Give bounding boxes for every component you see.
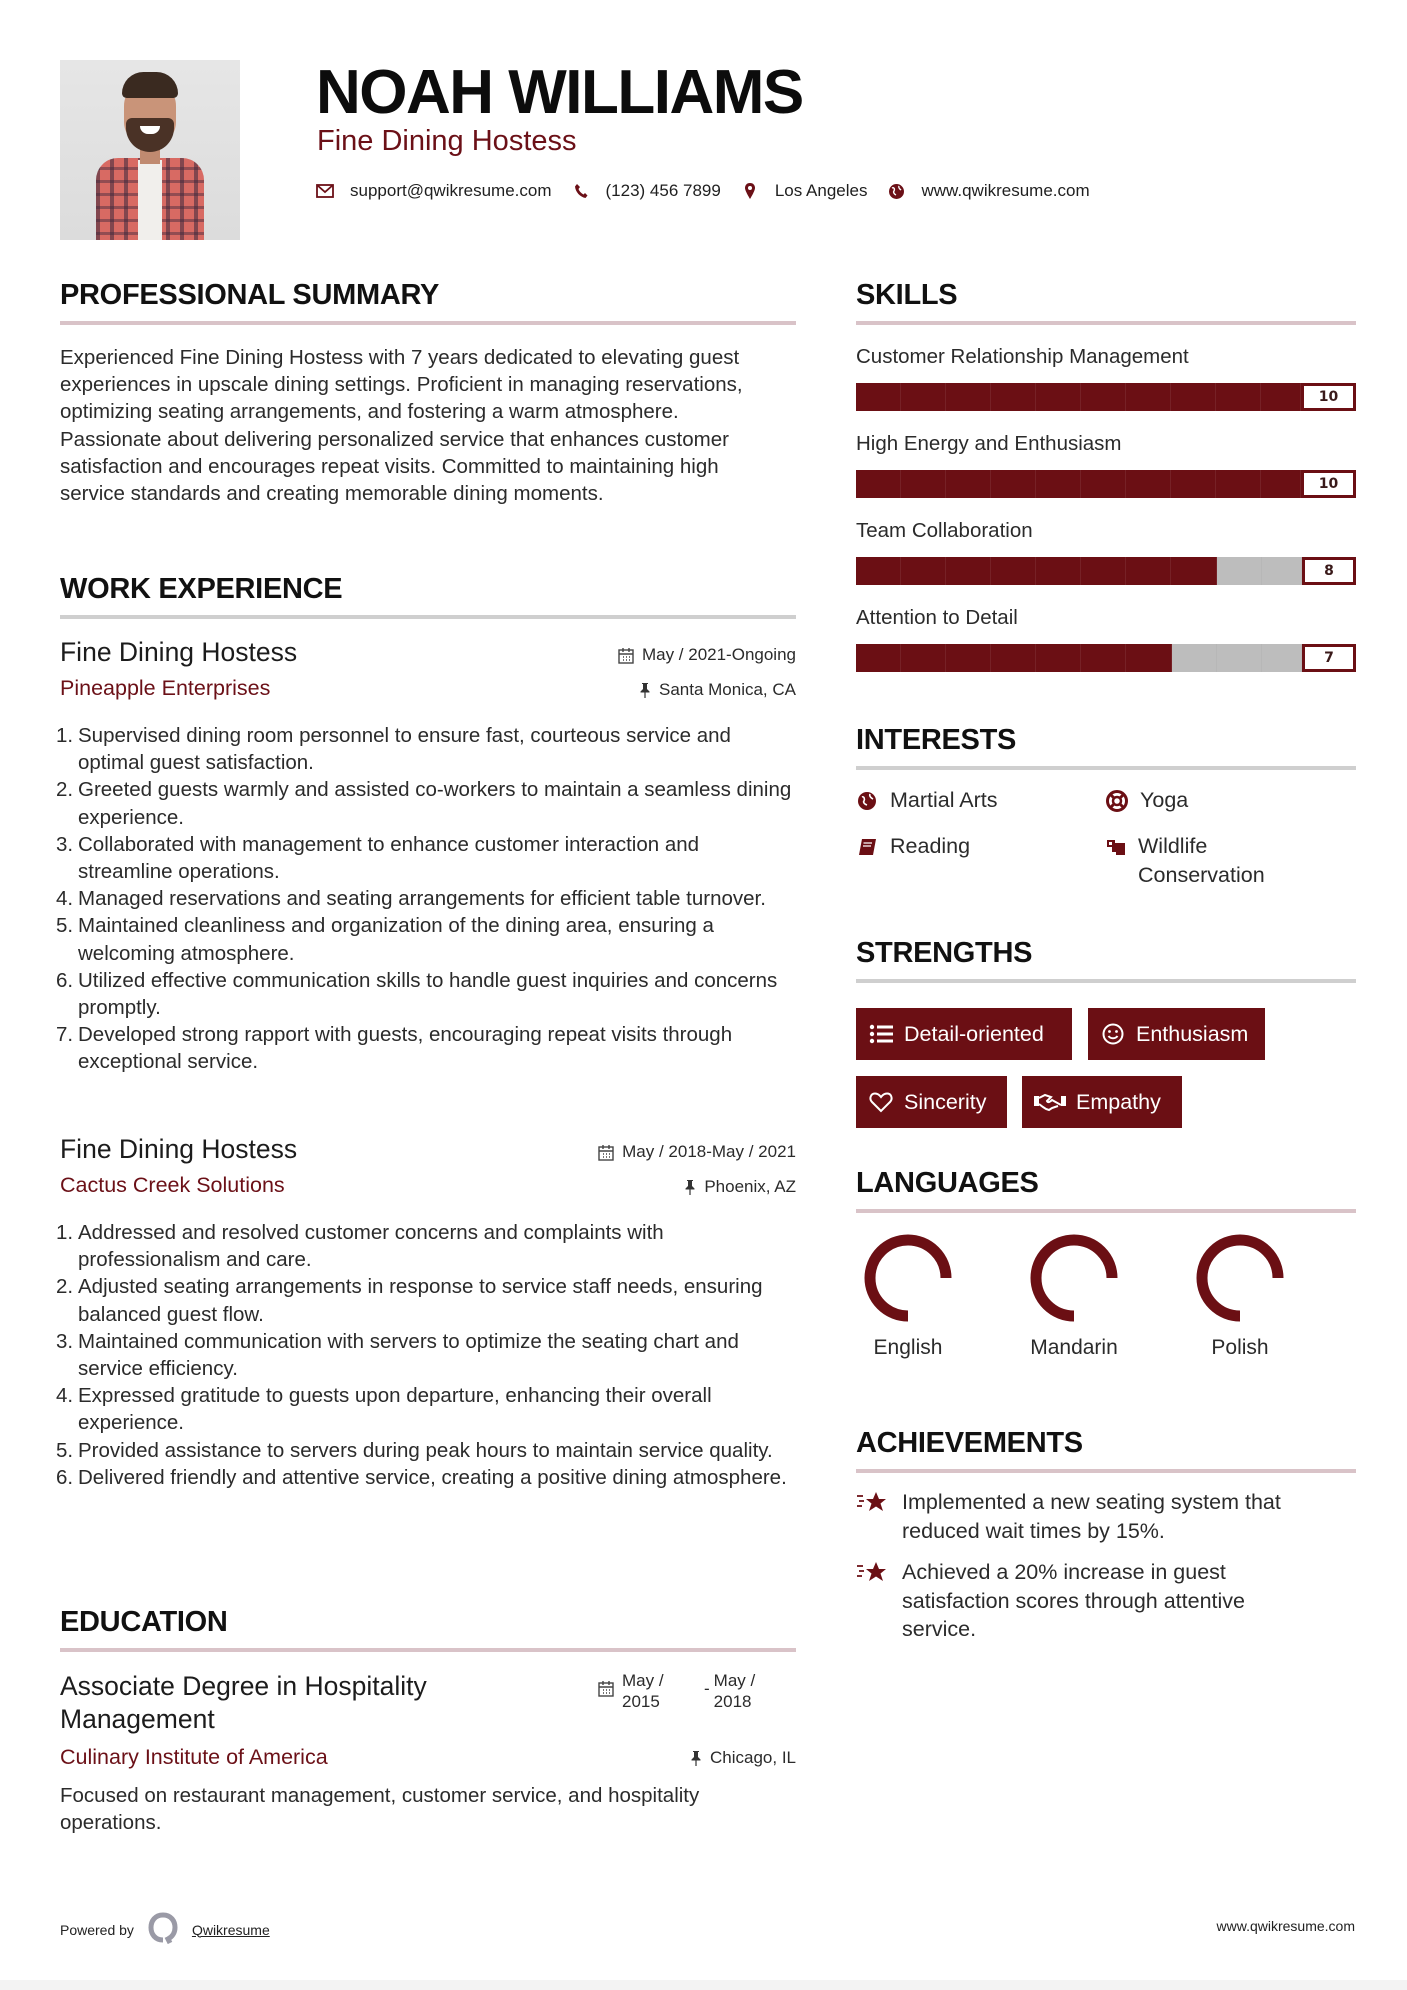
footer-website[interactable]: www.qwikresume.com (1216, 1918, 1355, 1934)
job-bullet-list (56, 722, 796, 1076)
phone-icon (572, 182, 590, 200)
list-item: 2. Adjusted seating arrangements in response to service staff needs, ensuring balanced guest flow. (56, 1275, 763, 1326)
skill-label: High Energy and Enthusiasm (856, 432, 1122, 455)
language-proficiency-ring (1026, 1230, 1122, 1326)
list-item: 6. Utilized effective communication skills to handle guest inquiries and concerns promptly. (56, 968, 778, 1020)
skill-score: 7 (1302, 644, 1356, 672)
paw-icon (1106, 832, 1126, 861)
education-description: Focused on restaurant management, customer service, and hospitality operations. (60, 1784, 700, 1835)
job-title: Fine Dining Hostess (60, 1134, 298, 1164)
list-item: 7. Developed strong rapport with guests, encouraging repeat visits through exceptional service. (56, 1023, 733, 1074)
envelope-icon (316, 182, 334, 200)
achievement-item: Implemented a new seating system that reduced wait times by 15%. (856, 1488, 1336, 1545)
languages-divider (856, 1209, 1356, 1213)
handshake-icon (1034, 1089, 1066, 1115)
interests-divider (856, 766, 1356, 770)
star-icon (856, 1488, 890, 1516)
list-icon (868, 1021, 894, 1047)
contact-bar (316, 178, 1110, 204)
map-marker-icon (741, 182, 759, 200)
achievements-heading: ACHIEVEMENTS (856, 1427, 1083, 1459)
strength-badge: Empathy (1022, 1076, 1182, 1128)
strengths-divider (856, 979, 1356, 983)
strength-badge: Enthusiasm (1088, 1008, 1265, 1060)
list-item: 4. Managed reservations and seating arrangements for efficient table turnover. (56, 887, 766, 911)
skill-score: 8 (1302, 557, 1356, 585)
strength-badge: Detail-oriented (856, 1008, 1072, 1060)
job-location: Phoenix, AZ (684, 1176, 796, 1198)
job-entry (56, 636, 796, 1076)
list-item: 1. Supervised dining room personnel to ensure fast, courteous service and optimal guest satisfaction. (56, 724, 731, 775)
interest-item: Reading (856, 832, 970, 861)
globe-icon (887, 182, 905, 200)
qwikresume-logo-icon (148, 1912, 178, 1947)
date-separator: - (704, 1679, 710, 1698)
job-dates: May / 2018-May / 2021 (598, 1141, 796, 1163)
skills-divider (856, 321, 1356, 325)
degree-title: Associate Degree in Hospitality Management (60, 1671, 427, 1734)
language-proficiency-ring (1192, 1230, 1288, 1326)
list-item: 1. Addressed and resolved customer concerns and complaints with professionalism and care. (56, 1221, 664, 1272)
strength-badge: Sincerity (856, 1076, 1007, 1128)
contact-phone[interactable]: (123) 456 7899 (572, 181, 721, 201)
job-title: Fine Dining Hostess (60, 637, 298, 667)
list-item: 6. Delivered friendly and attentive service, creating a positive dining atmosphere. (56, 1465, 787, 1489)
smile-icon (1100, 1021, 1126, 1047)
list-item: 3. Collaborated with management to enhance customer interaction and streamline operations. (56, 832, 700, 884)
skill-bar (856, 383, 1356, 411)
interest-item: Wildlife Conservation (1106, 832, 1306, 890)
language-item (848, 1230, 968, 1360)
skill-score: 10 (1301, 383, 1356, 411)
list-item: 5. Provided assistance to servers during peak hours to maintain service quality. (56, 1438, 773, 1462)
education-start: May / 2015 (622, 1671, 664, 1711)
skill-label: Attention to Detail (856, 606, 1018, 629)
heart-icon (868, 1089, 894, 1115)
profile-photo (60, 60, 240, 240)
globe-icon (856, 786, 878, 815)
summary-heading: PROFESSIONAL SUMMARY (60, 279, 440, 311)
interests-heading: INTERESTS (856, 724, 1017, 756)
pushpin-icon (684, 1179, 696, 1196)
interest-item: Yoga (1106, 786, 1188, 815)
calendar-icon (598, 1680, 614, 1702)
skill-bar (856, 557, 1356, 585)
school-name: Culinary Institute of America (60, 1745, 328, 1769)
education-end: May / 2018 (713, 1671, 756, 1711)
company-name: Pineapple Enterprises (60, 676, 271, 700)
qwikresume-link[interactable]: Qwikresume (191, 1921, 270, 1938)
experience-heading: WORK EXPERIENCE (60, 573, 343, 605)
list-item: 5. Maintained cleanliness and organization of the dining area, ensuring a welcoming atmosphere. (56, 914, 714, 965)
company-name: Cactus Creek Solutions (60, 1173, 285, 1197)
education-divider (60, 1648, 796, 1652)
language-item (1180, 1230, 1300, 1360)
education-dates (598, 1670, 768, 1712)
language-label: Polish (1211, 1336, 1269, 1359)
summary-text: Experienced Fine Dining Hostess with 7 years dedicated to elevating guest experiences in upscale dining settings. Proficient in managing reservations, optimizing seating arrangements, and fostering a warm atmosphere. Passionate about delivering personalized service that enhances customer satisfaction and encourages repeat visits. Committed to maintaining high service standards and creating memorable dining moments. (60, 346, 743, 506)
skill-bar (856, 470, 1356, 498)
achievements-divider (856, 1469, 1356, 1473)
job-dates: May / 2021-Ongoing (618, 644, 796, 666)
calendar-icon (618, 647, 634, 664)
experience-divider (60, 615, 796, 619)
skills-heading: SKILLS (856, 279, 958, 311)
footer-powered-by: Powered by Qwikresume (60, 1912, 270, 1947)
language-label: Mandarin (1030, 1336, 1118, 1359)
candidate-title: Fine Dining Hostess (317, 125, 577, 157)
job-bullet-list (56, 1219, 796, 1491)
job-entry (56, 1133, 796, 1491)
pushpin-icon (639, 682, 651, 699)
job-location: Santa Monica, CA (639, 679, 796, 701)
list-item: 3. Maintained communication with servers to optimize the seating chart and service efficiency. (56, 1329, 739, 1381)
book-icon (856, 832, 878, 861)
calendar-icon (598, 1144, 614, 1161)
skill-score: 10 (1301, 470, 1356, 498)
education-location: Chicago, IL (690, 1747, 796, 1769)
contact-website[interactable]: www.qwikresume.com (887, 181, 1089, 201)
star-icon (856, 1558, 890, 1586)
skill-bar (856, 644, 1356, 672)
achievement-item: Achieved a 20% increase in guest satisfaction scores through attentive service. (856, 1558, 1296, 1644)
contact-email[interactable]: support@qwikresume.com (316, 181, 552, 201)
language-proficiency-ring (860, 1230, 956, 1326)
list-item: 4. Expressed gratitude to guests upon departure, enhancing their overall experience. (56, 1384, 712, 1435)
language-label: English (873, 1336, 943, 1359)
contact-location: Los Angeles (741, 181, 868, 201)
life-ring-icon (1106, 786, 1128, 815)
pushpin-icon (690, 1750, 702, 1767)
page-bottom-edge (0, 1980, 1407, 1990)
languages-heading: LANGUAGES (856, 1167, 1039, 1199)
interest-item: Martial Arts (856, 786, 998, 815)
skill-label: Customer Relationship Management (856, 345, 1189, 368)
education-heading: EDUCATION (60, 1606, 228, 1638)
strengths-heading: STRENGTHS (856, 937, 1033, 969)
candidate-name: NOAH WILLIAMS (316, 58, 803, 127)
language-item (1014, 1230, 1134, 1360)
summary-divider (60, 321, 796, 325)
list-item: 2. Greeted guests warmly and assisted co-workers to maintain a seamless dining experience. (56, 778, 792, 829)
skill-label: Team Collaboration (856, 519, 1033, 542)
